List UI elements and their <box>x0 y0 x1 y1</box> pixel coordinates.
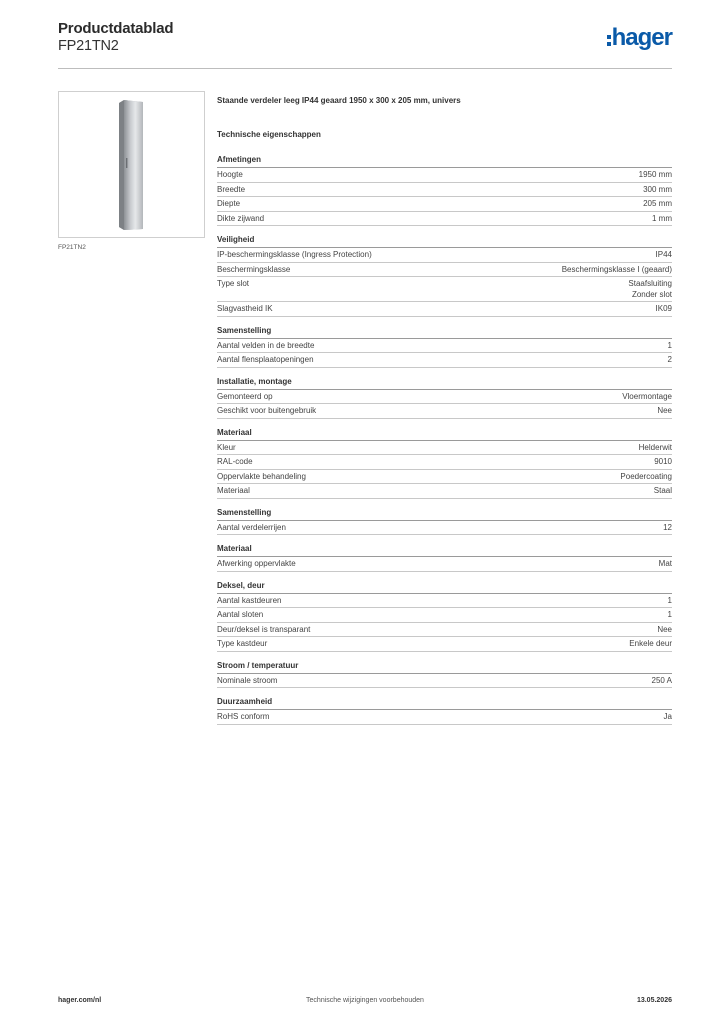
spec-label: Hoogte <box>217 170 243 179</box>
spec-value: 12 <box>663 522 672 532</box>
spec-row <box>217 484 672 499</box>
spec-row <box>217 263 672 278</box>
spec-row <box>217 390 672 405</box>
cabinet-icon <box>116 100 143 230</box>
spec-label: Gemonteerd op <box>217 391 273 401</box>
section-title: Materiaal <box>217 544 672 557</box>
spec-label: Materiaal <box>217 486 250 495</box>
spec-row <box>217 623 672 638</box>
spec-row <box>217 168 672 183</box>
spec-row <box>217 302 672 317</box>
spec-value: Staal <box>653 486 672 495</box>
spec-value: Mat <box>658 559 672 568</box>
spec-section <box>217 661 672 689</box>
spec-value: 205 mm <box>643 199 672 208</box>
spec-value: Enkele deur <box>629 639 672 648</box>
section-title: Samenstelling <box>217 508 672 521</box>
page-header <box>58 20 672 68</box>
spec-value: Poedercoating <box>620 471 672 481</box>
spec-row <box>217 521 672 536</box>
spec-row <box>217 277 672 302</box>
product-description: Staande verdeler leeg IP44 geaard 1950 x 300 x 205 mm, univers <box>217 96 461 105</box>
spec-section <box>217 697 672 725</box>
logo-text: hager <box>611 24 672 51</box>
spec-row <box>217 197 672 212</box>
footer-website: hager.com/nl <box>58 997 102 1004</box>
spec-label: Aantal kastdeuren <box>217 595 282 605</box>
logo-dots-icon <box>607 35 611 46</box>
spec-label: Aantal velden in de breedte <box>217 340 315 350</box>
spec-value: 1 mm <box>652 213 672 223</box>
spec-row <box>217 404 672 419</box>
spec-section <box>217 544 672 572</box>
image-caption: FP21TN2 <box>58 244 86 251</box>
spec-section <box>217 581 672 652</box>
spec-value: IK09 <box>655 304 672 313</box>
spec-value: Nee <box>657 406 672 415</box>
spec-label: Aantal verdelerrijen <box>217 522 286 532</box>
spec-label: Kleur <box>217 442 236 452</box>
header-divider <box>58 68 672 69</box>
spec-value: Beschermingsklasse I (geaard) <box>561 264 672 274</box>
section-title: Deksel, deur <box>217 581 672 594</box>
spec-label: Geschikt voor buitengebruik <box>217 406 317 415</box>
spec-row <box>217 557 672 572</box>
spec-row <box>217 248 672 263</box>
spec-value: Nee <box>657 624 672 634</box>
spec-label: Deur/deksel is transparant <box>217 624 311 634</box>
spec-row <box>217 183 672 198</box>
spec-row <box>217 212 672 227</box>
spec-value: 1 <box>667 595 672 605</box>
hager-logo <box>607 26 672 50</box>
spec-label: Slagvastheid IK <box>217 304 273 313</box>
spec-label: IP-beschermingsklasse (Ingress Protection) <box>217 250 372 259</box>
spec-value: 1 <box>667 610 672 619</box>
spec-label: Diepte <box>217 199 241 208</box>
spec-value: Helderwit <box>638 442 672 452</box>
spec-value: 300 mm <box>643 184 672 194</box>
spec-section <box>217 155 672 226</box>
spec-label: Beschermingsklasse <box>217 264 291 274</box>
spec-row <box>217 608 672 623</box>
section-title: Stroom / temperatuur <box>217 661 672 674</box>
spec-row <box>217 594 672 609</box>
spec-value: Staafsluiting Zonder slot <box>628 279 672 299</box>
spec-value: Ja <box>663 712 672 721</box>
spec-section <box>217 428 672 499</box>
spec-section <box>217 508 672 536</box>
product-code: FP21TN2 <box>58 38 119 54</box>
footer-date: 13.05.2026 <box>636 997 672 1004</box>
spec-label: Oppervlakte behandeling <box>217 471 306 481</box>
spec-label: RAL-code <box>217 457 253 466</box>
spec-value: IP44 <box>655 250 672 259</box>
spec-section <box>217 326 672 368</box>
spec-value: Vloermontage <box>622 391 672 401</box>
spec-row <box>217 470 672 485</box>
spec-section <box>217 235 672 317</box>
product-image <box>58 91 205 238</box>
spec-label: Breedte <box>217 184 246 194</box>
section-title: Afmetingen <box>217 155 672 168</box>
spec-label: RoHS conform <box>217 712 270 721</box>
spec-label: Aantal sloten <box>217 610 264 619</box>
section-title: Veiligheid <box>217 235 672 248</box>
spec-label: Type kastdeur <box>217 639 268 648</box>
spec-section <box>217 377 672 419</box>
section-title: Materiaal <box>217 428 672 441</box>
spec-sections <box>217 155 672 725</box>
spec-label: Dikte zijwand <box>217 213 265 223</box>
spec-label: Aantal flensplaatopeningen <box>217 355 314 364</box>
spec-label: Afwerking oppervlakte <box>217 559 296 568</box>
spec-value: 9010 <box>654 457 672 466</box>
spec-row <box>217 710 672 725</box>
spec-row <box>217 441 672 456</box>
spec-value: 250 A <box>651 675 672 685</box>
document-title: Productdatablad <box>58 20 174 37</box>
product-content <box>217 96 672 725</box>
section-title: Installatie, montage <box>217 377 672 390</box>
footer-disclaimer: Technische wijzigingen voorbehouden <box>306 997 424 1004</box>
spec-value: 1950 mm <box>638 170 672 179</box>
spec-value: 2 <box>667 355 672 364</box>
spec-row <box>217 674 672 689</box>
technical-properties-heading: Technische eigenschappen <box>217 130 321 139</box>
section-title: Samenstelling <box>217 326 672 339</box>
section-title: Duurzaamheid <box>217 697 672 710</box>
spec-row <box>217 353 672 368</box>
spec-row <box>217 339 672 354</box>
spec-row <box>217 637 672 652</box>
spec-label: Nominale stroom <box>217 675 278 685</box>
spec-value: 1 <box>667 340 672 350</box>
spec-label: Type slot <box>217 279 250 288</box>
spec-row <box>217 455 672 470</box>
